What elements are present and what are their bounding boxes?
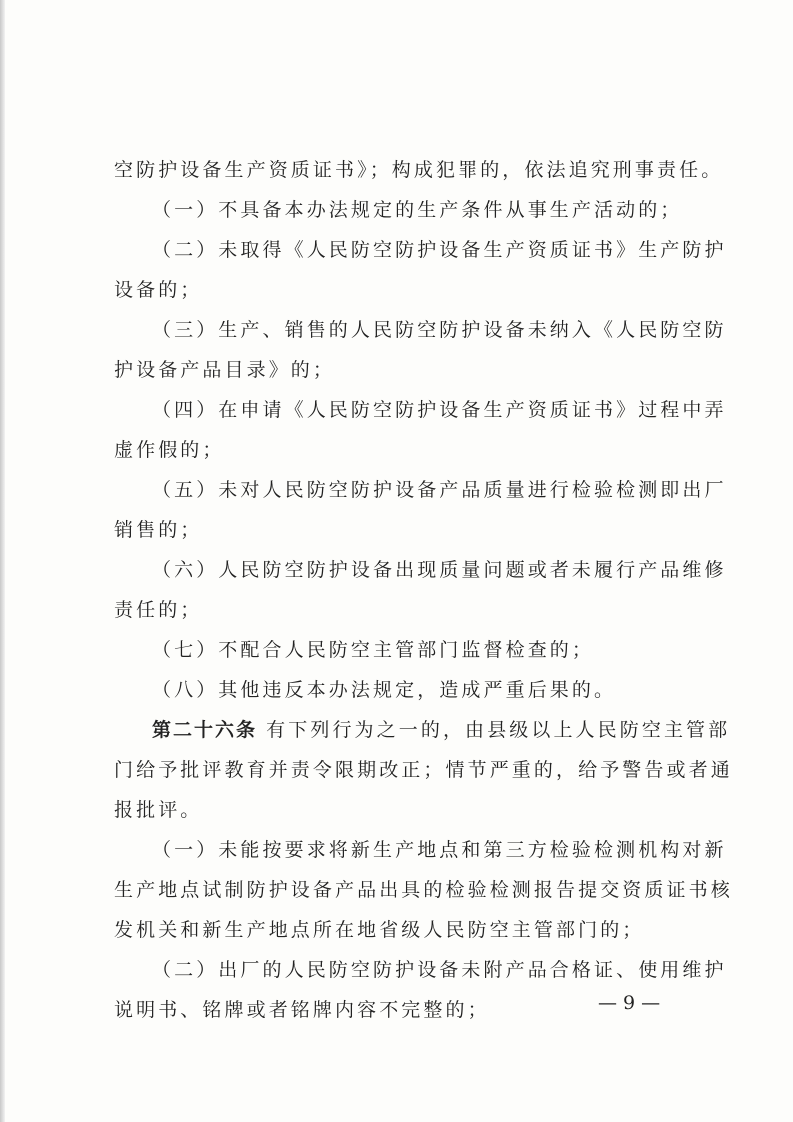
text-line <box>114 670 680 710</box>
line-text: 门给予批评教育并责令限期改正；情节严重的，给予警告或者通 <box>114 759 733 781</box>
line-text: （八）其他违反本办法规定，造成严重后果的。 <box>152 679 617 701</box>
text-line <box>114 310 727 350</box>
text-line <box>114 390 727 430</box>
text-line <box>114 790 680 830</box>
line-text: 设备的； <box>114 279 203 301</box>
line-text: （七）不配合人民防空主管部门监督检查的； <box>152 639 595 661</box>
line-text: （二）未取得《人民防空防护设备生产资质证书》生产防护 <box>152 239 727 261</box>
line-text: 说明书、铭牌或者铭牌内容不完整的； <box>114 999 490 1021</box>
text-line <box>114 470 727 510</box>
text-line <box>114 270 680 310</box>
page-number: — 9 — <box>598 992 661 1014</box>
line-text: 空防护设备生产资质证书》；构成犯罪的，依法追究刑事责任。 <box>114 159 724 181</box>
line-text: 发机关和新生产地点所在地省级人民防空主管部门的； <box>114 919 645 941</box>
line-text: 责任的； <box>114 599 203 621</box>
text-line <box>114 870 733 910</box>
text-line <box>114 350 680 390</box>
text-line <box>114 750 733 790</box>
line-text: （六）人民防空防护设备出现质量问题或者未履行产品维修 <box>152 559 727 581</box>
line-text: （二）出厂的人民防空防护设备未附产品合格证、使用维护 <box>152 959 727 981</box>
article-heading: 第二十六条 <box>152 719 258 741</box>
text-line <box>114 950 727 990</box>
document-body <box>114 150 733 1030</box>
page-binding-edge <box>0 0 5 1122</box>
line-text: （一）不具备本办法规定的生产条件从事生产活动的； <box>152 199 683 221</box>
text-line <box>114 190 683 230</box>
text-line <box>114 710 731 750</box>
text-line <box>114 230 727 270</box>
line-text: 销售的； <box>114 519 203 541</box>
line-text: 生产地点试制防护设备产品出具的检验检测报告提交资质证书核 <box>114 879 733 901</box>
line-text: 虚作假的； <box>114 439 225 461</box>
text-line <box>114 510 680 550</box>
text-line <box>114 910 680 950</box>
text-line <box>114 630 680 670</box>
text-line <box>114 830 727 870</box>
text-line <box>114 430 680 470</box>
text-line <box>114 590 680 630</box>
line-text: （一）未能按要求将新生产地点和第三方检验检测机构对新 <box>152 839 727 861</box>
line-text: 有下列行为之一的，由县级以上人民防空主管部 <box>257 719 731 741</box>
line-text: 护设备产品目录》的； <box>114 359 336 381</box>
text-line <box>114 550 727 590</box>
text-line <box>114 150 724 190</box>
line-text: 报批评。 <box>114 799 203 821</box>
text-line <box>114 990 680 1030</box>
line-text: （五）未对人民防空防护设备产品质量进行检验检测即出厂 <box>152 479 727 501</box>
line-text: （四）在申请《人民防空防护设备生产资质证书》过程中弄 <box>152 399 727 421</box>
line-text: （三）生产、销售的人民防空防护设备未纳入《人民防空防 <box>152 319 727 341</box>
